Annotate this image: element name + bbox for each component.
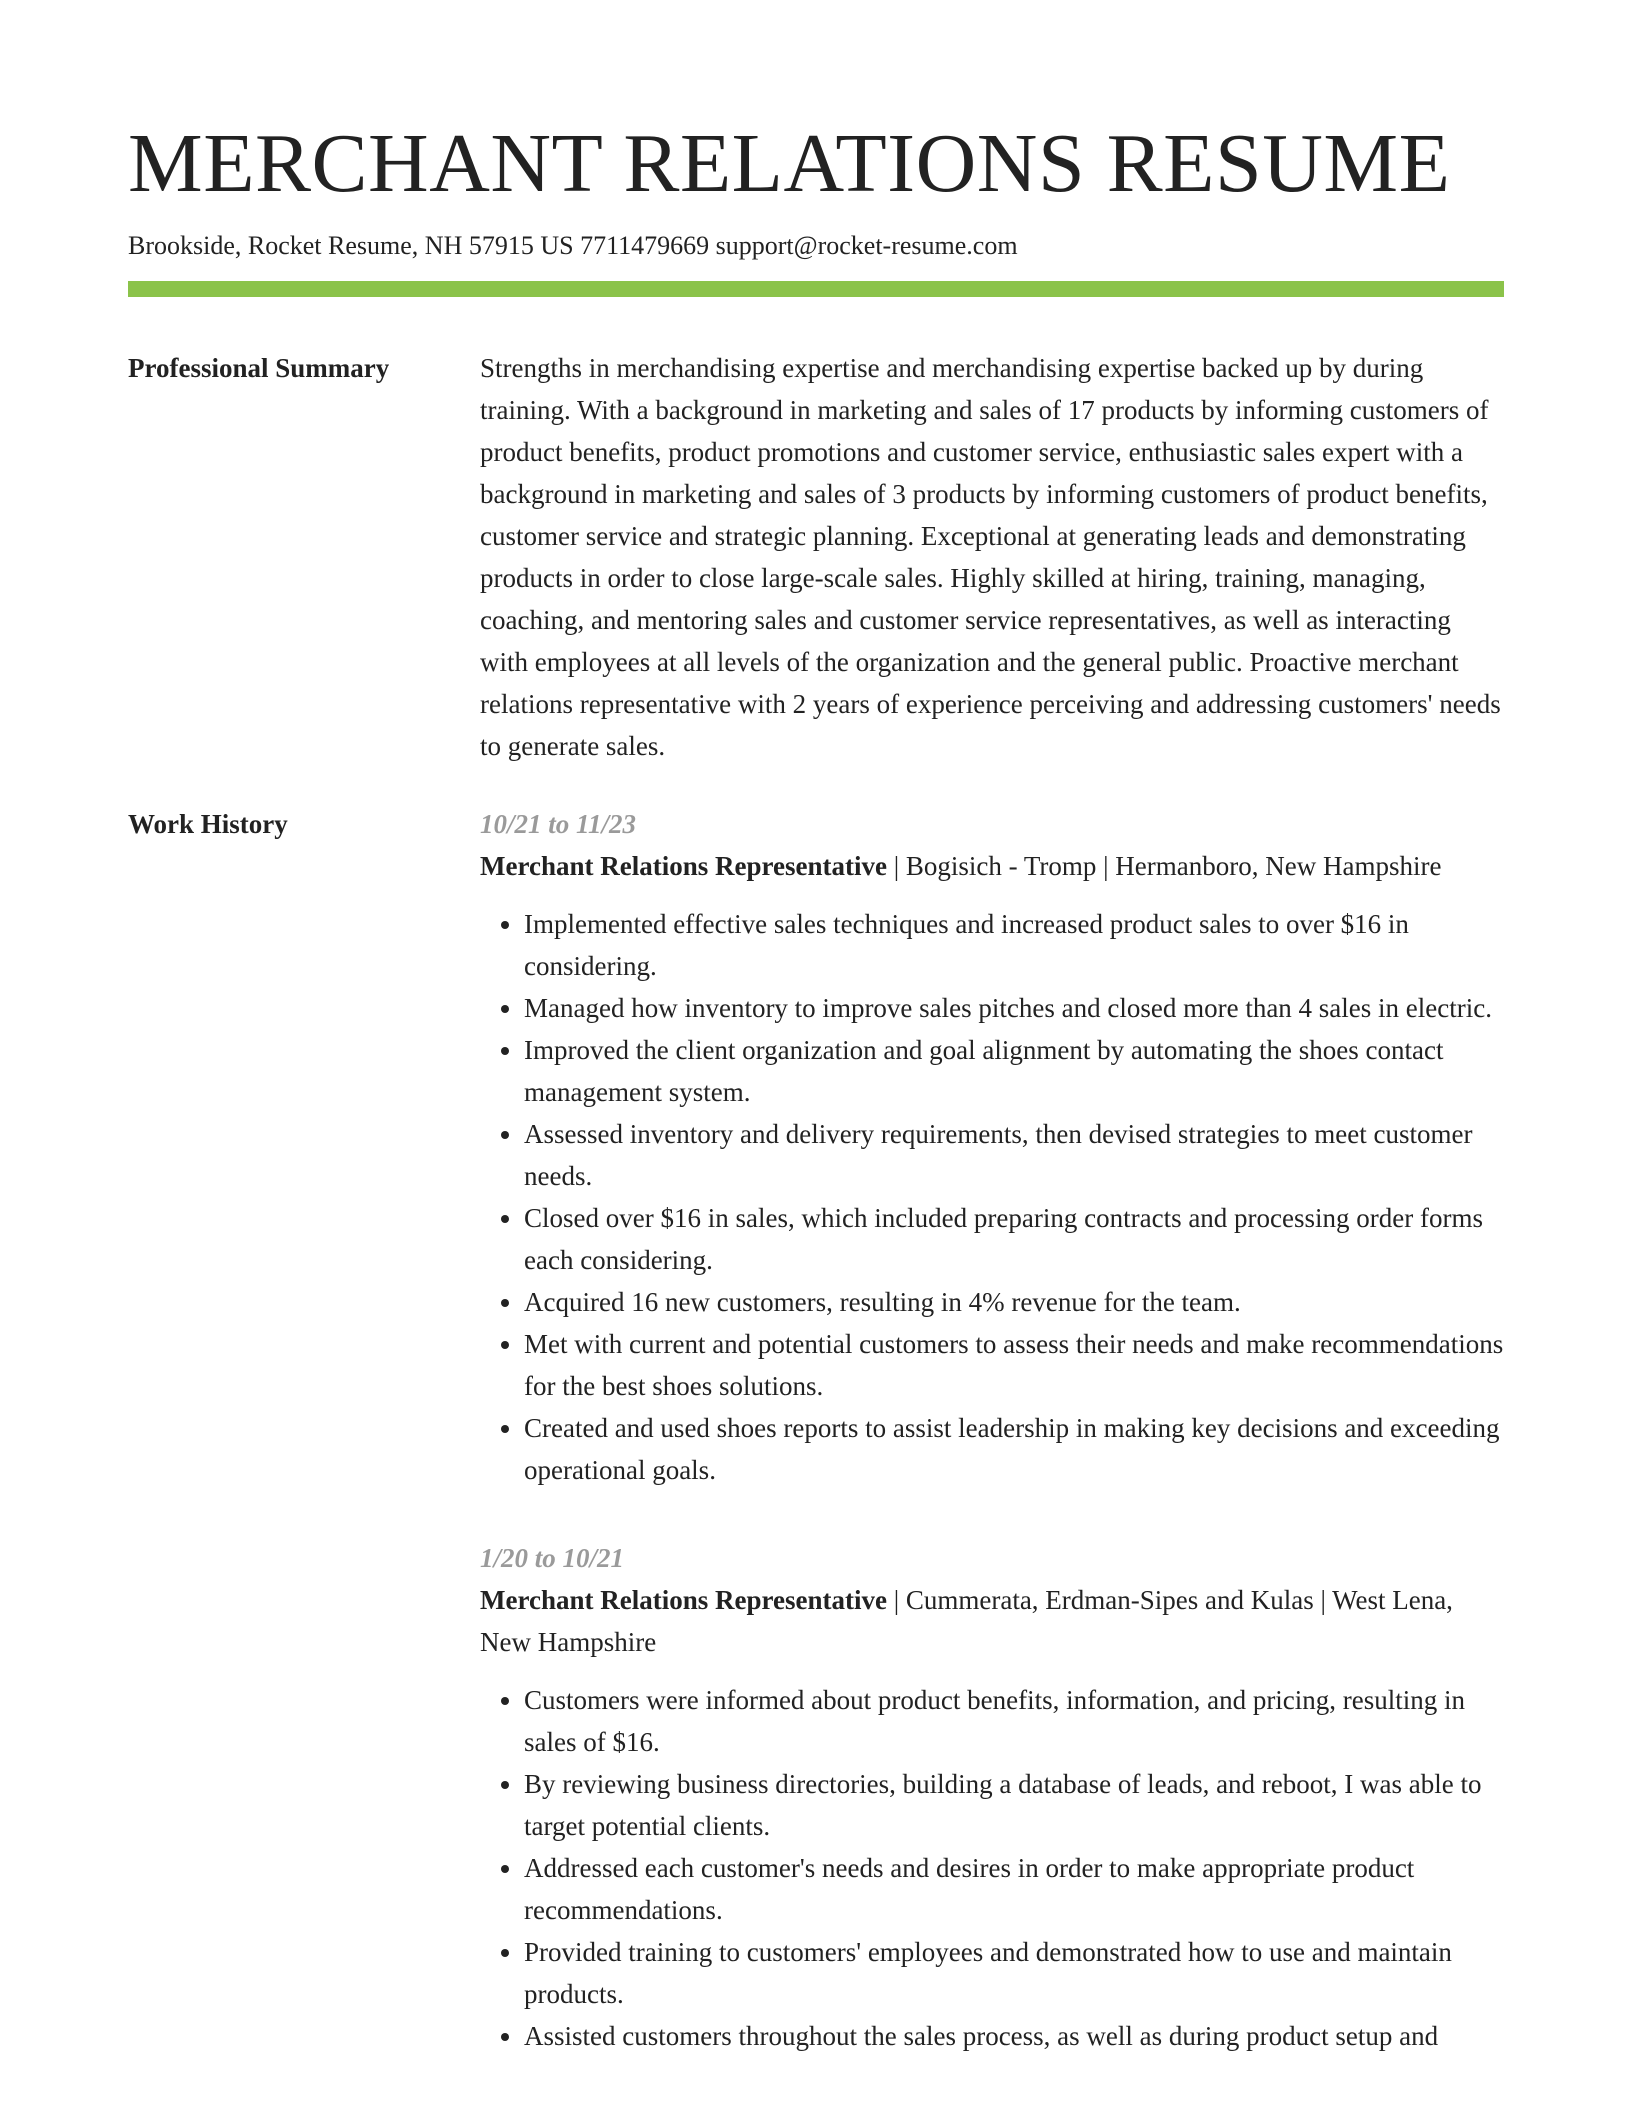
job-bullet: • Implemented effective sales techniques and increased product sales to over $16 in considering. [524, 903, 1504, 987]
summary-body [480, 347, 1504, 767]
job-role: Merchant Relations Representative [480, 850, 887, 881]
contact-phone: 7711479669 [580, 231, 710, 261]
job-bullet: • Addressed each customer's needs and desires in order to make appropriate product recommendations. [524, 1847, 1504, 1931]
job-heading [480, 845, 1504, 887]
header-divider [128, 281, 1504, 297]
job-bullet-list [480, 903, 1504, 1491]
job-entry [480, 1537, 1504, 2057]
job-bullet: • Managed how inventory to improve sales pitches and closed more than 4 sales in electric. [524, 987, 1504, 1029]
summary-text: Strengths in merchandising expertise and merchandising expertise backed up by during training. With a background in marketing and sales of 17 products by informing customers of product benefits, product promotions and customer service, enthusiastic sales expert with a background in marketing and sales of 3 products by informing customers of product benefits, customer service and strategic planning. Exceptional at generating leads and demonstrating products in order to close large-scale sales. Highly skilled at hiring, training, managing, coaching, and mentoring sales and customer service representatives, as well as interacting with employees at all levels of the organization and the general public. Proactive merchant relations representative with 2 years of experience perceiving and addressing customers' needs to generate sales. [480, 352, 1501, 761]
job-dates: 10/21 to 11/23 [480, 808, 637, 839]
job-role: Merchant Relations Representative [480, 1584, 887, 1615]
summary-label: Professional Summary [128, 352, 390, 383]
job-bullet-list [480, 1679, 1504, 2057]
job-bullet: • Improved the client organization and goal alignment by automating the shoes contact management system. [524, 1029, 1504, 1113]
resume-title: MERCHANT RELATIONS RESUME [128, 117, 1451, 210]
job-bullet: • Met with current and potential customers to assess their needs and make recommendations for the best shoes solutions. [524, 1323, 1504, 1407]
job-details: | Bogisich - Tromp | Hermanboro, New Hampshire [886, 850, 1442, 881]
job-heading [480, 1579, 1504, 1663]
contact-address: Brookside, Rocket Resume, NH 57915 US [128, 231, 574, 261]
job-bullet: • Created and used shoes reports to assist leadership in making key decisions and exceeding operational goals. [524, 1407, 1504, 1491]
summary-section [128, 347, 1504, 767]
job-bullet: • Customers were informed about product benefits, information, and pricing, resulting in sales of $16. [524, 1679, 1504, 1763]
contact-line [128, 228, 1504, 264]
job-entry [480, 803, 1504, 1491]
work-history-section [128, 803, 1504, 2057]
job-bullet: • Assessed inventory and delivery requirements, then devised strategies to meet customer needs. [524, 1113, 1504, 1197]
job-dates: 1/20 to 10/21 [480, 1542, 625, 1573]
job-bullet: • By reviewing business directories, building a database of leads, and reboot, I was able to target potential clients. [524, 1763, 1504, 1847]
work-history-label: Work History [128, 808, 288, 839]
job-bullet: • Acquired 16 new customers, resulting in 4% revenue for the team. [524, 1281, 1504, 1323]
job-details: | Cummerata, Erdman-Sipes and Kulas | West Lena, New Hampshire [480, 1584, 1453, 1657]
job-bullet: • Assisted customers throughout the sales process, as well as during product setup and [524, 2015, 1504, 2057]
job-bullet: • Closed over $16 in sales, which included preparing contracts and processing order forms each considering. [524, 1197, 1504, 1281]
job-bullet: • Provided training to customers' employees and demonstrated how to use and maintain products. [524, 1931, 1504, 2015]
contact-email: support@rocket-resume.com [715, 231, 1018, 261]
work-history-body [480, 803, 1504, 2057]
